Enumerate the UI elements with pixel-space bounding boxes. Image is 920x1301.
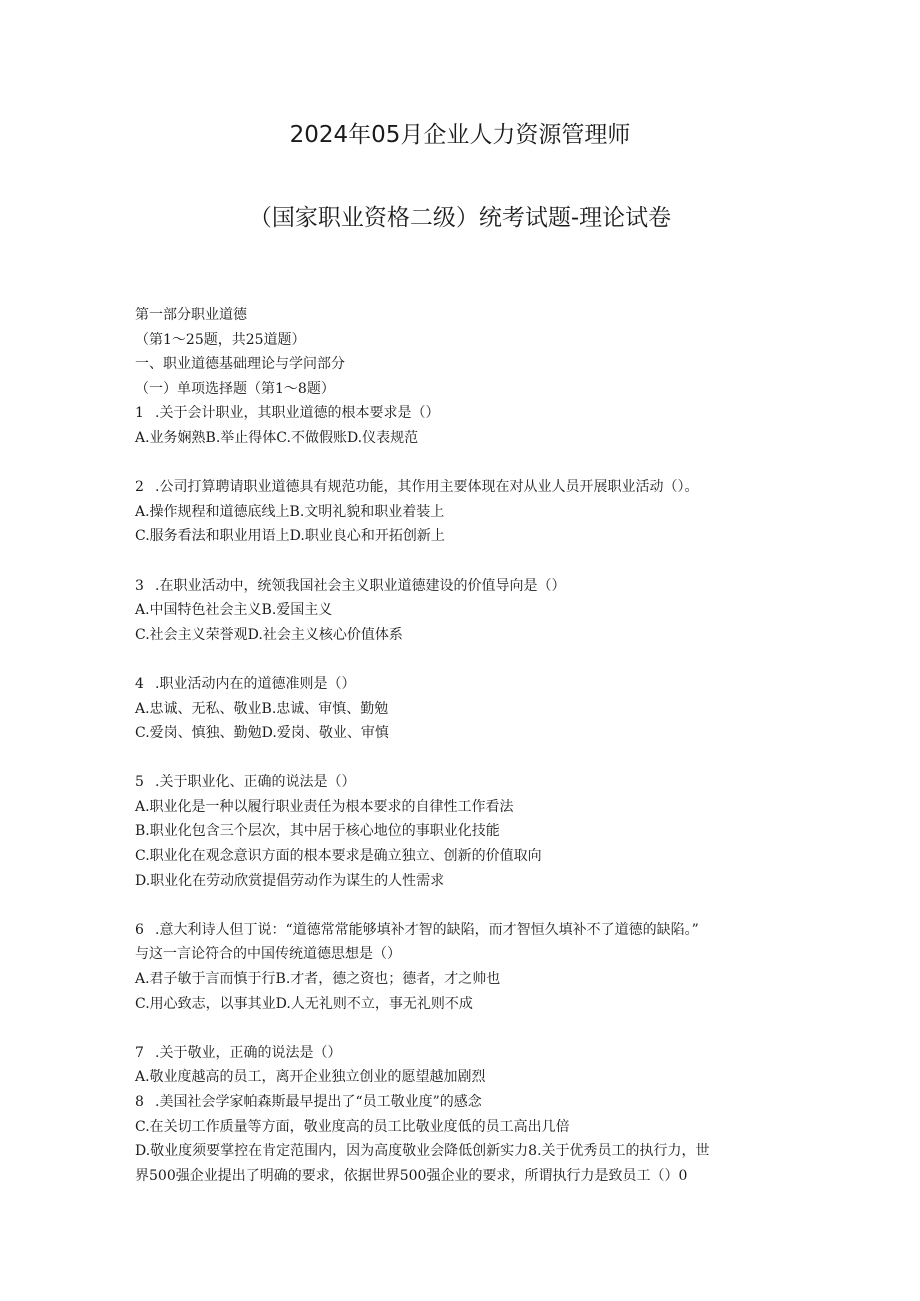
question-stem: .公司打算聘请职业道德具有规范功能，其作用主要体现在对从业人员开展职业活动（）。 (155, 479, 699, 496)
question-number: 8 (135, 1094, 144, 1110)
question-1-options: A.业务娴熟B.举止得体C.不做假账D.仪表规范 (135, 429, 419, 446)
question-2-options-cd: C.服务看法和职业用语上D.职业良心和开拓创新上 (135, 528, 445, 545)
question-2 (135, 475, 785, 500)
question-number: 7 (135, 1044, 144, 1061)
question-number: 5 (135, 774, 144, 791)
question-3-options-ab: A.中国特色社会主义B.爱国主义 (135, 602, 333, 619)
question-number: 6 (135, 921, 144, 938)
spacer (135, 451, 785, 476)
question-stem: .美国社会学家帕森斯最早提出了“员工敬业度”的感念 (155, 1094, 482, 1110)
question-stem: .关于敬业，正确的说法是（） (155, 1044, 342, 1061)
question-3-options-cd: C.社会主义荣誉观D.社会主义核心价值体系 (135, 626, 403, 643)
exam-title-line2: （国家职业资格二级）统考试题-理论试卷 (248, 205, 672, 231)
question-stem: .意大利诗人但丁说：“道德常常能够填补才智的缺陷，而才智恒久填补不了道德的缺陷。” (155, 921, 699, 938)
question-4-options-cd: C.爱岗、慎独、勤勉D.爱岗、敬业、审慎 (135, 725, 389, 742)
question-number: 1 (135, 405, 144, 422)
question-number: 4 (135, 675, 144, 692)
question-8-continued: 界500强企业提出了明确的要求，依据世界500强企业的要求，所谓执行力是致员工（）0 (135, 1167, 688, 1184)
subsection-heading: （一）单项选择题（第1～8题） (135, 380, 335, 397)
question-4 (135, 672, 785, 697)
question-5 (135, 770, 785, 795)
question-6 (135, 918, 785, 943)
question-8-option-d: D.敬业度须要掌控在肯定范围内，因为高度敬业会降低创新实力8.关于优秀员工的执行力，世 (135, 1143, 710, 1160)
question-stem: .关于会计职业，其职业道德的根本要求是（） (155, 405, 440, 422)
question-5-option-d: D.职业化在劳动欣赏提倡劳动作为谋生的人性需求 (135, 872, 445, 889)
part-heading: 第一部分职业道德 (135, 307, 247, 323)
question-8 (135, 1090, 785, 1115)
question-6-stem-continued: 与这一言论符合的中国传统道德思想是（） (135, 946, 401, 963)
question-number: 3 (135, 577, 144, 594)
exam-title-line1: 2024年05月企业人力资源管理师 (289, 122, 631, 148)
question-6-options-ab: A.君子敏于言而慎于行B.才者，德之资也；德者，才之帅也 (135, 971, 501, 988)
question-6-options-cd: C.用心致志，以事其业D.人无礼则不立，事无礼则不成 (135, 995, 473, 1012)
spacer (135, 549, 785, 574)
exam-body (135, 303, 785, 1188)
question-5-option-c: C.职业化在观念意识方面的根本要求是确立独立、创新的价值取向 (135, 848, 542, 865)
question-3 (135, 574, 785, 599)
spacer (135, 647, 785, 672)
question-stem: .在职业活动中，统领我国社会主义职业道德建设的价值导向是（） (155, 577, 566, 594)
question-5-option-a: A.职业化是一种以履行职业责任为根本要求的自律性工作看法 (135, 798, 514, 815)
spacer (135, 746, 785, 771)
question-2-options-ab: A.操作规程和道德底线上B.文明礼貌和职业着装上 (135, 503, 445, 520)
question-stem: .关于职业化、正确的说法是（） (155, 774, 356, 791)
question-7-option-a: A.敬业度越高的员工，离开企业独立创业的愿望越加剧烈 (135, 1069, 486, 1086)
question-7 (135, 1041, 785, 1066)
question-5-option-b: B.职业化包含三个层次，其中居于核心地位的事职业化技能 (135, 823, 500, 840)
question-range: （第1～25题，共25道题） (135, 331, 306, 348)
question-8-option-c: C.在关切工作质量等方面，敬业度高的员工比敬业度低的员工高出几倍 (135, 1118, 570, 1135)
question-1 (135, 401, 785, 426)
question-number: 2 (135, 479, 144, 496)
spacer (135, 1016, 785, 1041)
question-4-options-ab: A.忠诚、无私、敬业B.忠诚、审慎、勤勉 (135, 700, 389, 717)
question-stem: .职业活动内在的道德准则是（） (155, 675, 356, 692)
spacer (135, 893, 785, 918)
subpart-heading: 一、职业道德基础理论与学问部分 (135, 356, 345, 373)
